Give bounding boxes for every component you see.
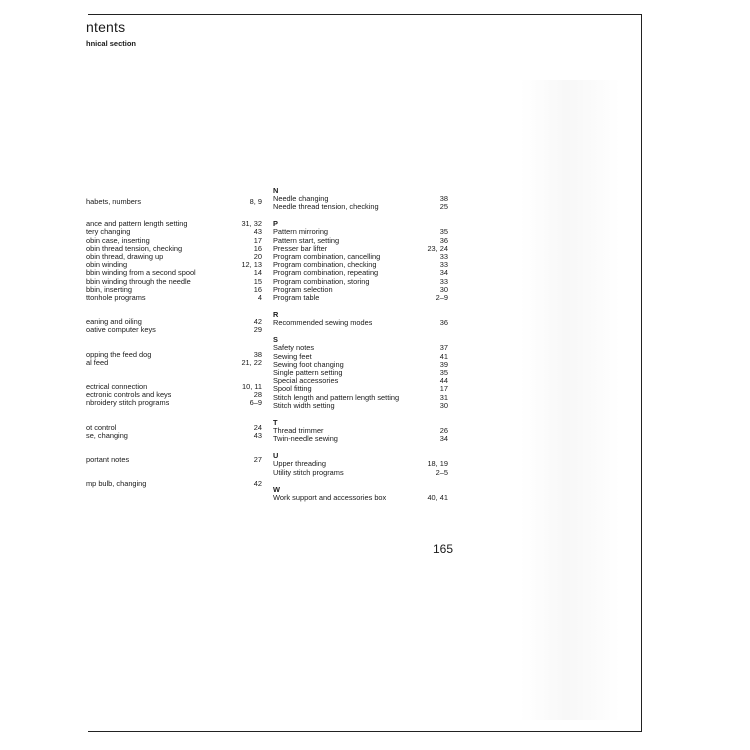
index-entry-topic: obin case, inserting (86, 236, 150, 245)
index-entry-topic: Spool fitting (273, 385, 312, 394)
index-entry-pages: 35 (439, 368, 448, 378)
index-entry-pages: 17 (253, 235, 262, 245)
index-entry-pages: 2–9 (435, 293, 448, 303)
index-group (86, 383, 262, 408)
index-entry (273, 237, 448, 245)
index-entry-topic: Single pattern setting (273, 369, 343, 378)
index-entry-topic: Utility stitch programs (273, 468, 344, 477)
index-entry-pages: 4 (257, 293, 262, 303)
index-entry-pages: 14 (253, 268, 262, 278)
index-entry-topic: Program combination, storing (273, 277, 370, 286)
index-entry-pages: 35 (439, 227, 448, 237)
index-entry-pages: 30 (439, 400, 448, 410)
index-entry-pages: 37 (439, 343, 448, 353)
index-entry (86, 220, 262, 228)
index-entry-pages: 33 (439, 252, 448, 262)
index-entry (86, 383, 262, 391)
index-entry-pages: 36 (439, 318, 448, 328)
index-entry-topic: Thread trimmer (273, 427, 324, 436)
page-number: 165 (433, 542, 454, 556)
index-entry (86, 399, 262, 407)
index-entry-pages: 20 (253, 252, 262, 262)
index-entry (273, 427, 448, 435)
index-entry-topic: Sewing feet (273, 352, 312, 361)
index-entry-pages: 40, 41 (427, 492, 448, 502)
index-entry-topic: tery changing (86, 228, 131, 237)
index-entry-topic: Sewing foot changing (273, 360, 344, 369)
index-entry-topic: bbin winding through the needle (86, 277, 191, 286)
index-entry-topic: ectronic controls and keys (86, 391, 172, 400)
index-entry-pages: 36 (439, 235, 448, 245)
index-group (273, 485, 448, 502)
index-entry (86, 269, 262, 277)
index-entry-pages: 6–9 (249, 398, 262, 408)
index-entry-topic: mp bulb, changing (86, 480, 147, 489)
index-entry (86, 286, 262, 294)
index-entry (86, 480, 262, 488)
index-entry (273, 195, 448, 203)
index-group (273, 451, 448, 476)
index-letter-heading: W (273, 484, 280, 494)
index-entry-pages: 24 (253, 422, 262, 432)
index-letter-heading: U (273, 451, 279, 461)
index-entry-pages: 21, 22 (241, 357, 262, 367)
index-entry-pages: 34 (439, 434, 448, 444)
index-entry (273, 253, 448, 261)
index-entry (86, 424, 262, 432)
index-entry-topic: Needle changing (273, 195, 329, 203)
index-entry (86, 351, 262, 359)
index-entry-topic: obin thread tension, checking (86, 244, 183, 253)
index-entry (86, 456, 262, 464)
index-entry-topic: ttonhole programs (86, 294, 146, 303)
index-group (273, 418, 448, 443)
index-entry-pages: 10, 11 (242, 382, 262, 392)
index-entry-topic: ectrical connection (86, 383, 148, 392)
index-entry-pages: 26 (439, 426, 448, 436)
index-entry-pages: 33 (439, 276, 448, 286)
index-entry-topic: Program combination, cancelling (273, 253, 381, 262)
index-entry-topic: Pattern mirroring (273, 228, 329, 237)
index-entry-pages: 12, 13 (241, 260, 262, 270)
index-entry-topic: nbroidery stitch programs (86, 399, 170, 408)
index-entry (86, 294, 262, 302)
index-group (86, 424, 262, 440)
index-entry-pages: 38 (439, 194, 448, 203)
index-entry-pages: 31, 32 (241, 219, 262, 229)
index-entry (273, 402, 448, 410)
index-entry (273, 228, 448, 236)
index-entry-topic: Upper threading (273, 460, 327, 469)
scan-shading (520, 80, 620, 720)
index-entry (273, 261, 448, 269)
index-entry-topic: Program table (273, 294, 320, 303)
index-column-left (86, 198, 262, 488)
index-entry-pages: 27 (253, 455, 262, 465)
index-entry-topic: Special accessories (273, 377, 339, 386)
index-entry-pages: 33 (439, 260, 448, 270)
index-entry (86, 198, 262, 206)
index-entry-pages: 8, 9 (249, 197, 262, 206)
index-entry (86, 261, 262, 269)
index-entry-pages: 43 (253, 227, 262, 237)
index-entry (86, 391, 262, 399)
index-entry-topic: bbin, inserting (86, 285, 133, 294)
index-entry-pages: 30 (439, 284, 448, 294)
index-entry (86, 228, 262, 236)
index-entry-pages: 34 (439, 268, 448, 278)
index-entry-topic: obin thread, drawing up (86, 253, 164, 262)
index-entry (273, 353, 448, 361)
index-group (86, 456, 262, 464)
index-entry-topic: Program selection (273, 285, 333, 294)
index-entry-pages: 16 (253, 243, 262, 253)
index-group (86, 198, 262, 206)
index-entry (273, 377, 448, 385)
index-entry-pages: 38 (253, 349, 262, 359)
index-entry (86, 237, 262, 245)
index-entry-pages: 31 (439, 392, 448, 402)
index-entry-topic: Safety notes (273, 344, 315, 353)
index-entry (273, 269, 448, 277)
index-entry-topic: bbin winding from a second spool (86, 269, 196, 278)
index-entry (273, 385, 448, 393)
index-entry-topic: obin winding (86, 261, 128, 270)
index-entry-topic: eaning and oiling (86, 318, 142, 327)
index-entry-topic: Presser bar lifter (273, 244, 328, 253)
index-group (273, 335, 448, 410)
index-entry (273, 460, 448, 468)
index-entry (86, 326, 262, 334)
index-entry (86, 245, 262, 253)
index-entry-topic: Needle thread tension, checking (273, 203, 379, 212)
index-entry (273, 435, 448, 443)
index-group (86, 318, 262, 334)
index-entry-topic: Stitch length and pattern length setting (273, 393, 400, 402)
index-entry-topic: opping the feed dog (86, 350, 152, 359)
index-entry (273, 344, 448, 352)
index-entry-pages: 15 (253, 276, 262, 286)
index-entry-pages: 18, 19 (427, 459, 448, 469)
index-entry-topic: Program combination, repeating (273, 269, 379, 278)
index-entry-topic: al feed (86, 358, 109, 367)
index-entry (273, 294, 448, 302)
section-subtitle: hnical section (86, 39, 137, 48)
index-entry (273, 494, 448, 502)
index-entry-pages: 29 (253, 325, 262, 335)
index-entry-topic: Stitch width setting (273, 401, 335, 410)
index-entry-pages: 28 (253, 390, 262, 400)
index-entry-topic: Work support and accessories box (273, 493, 387, 502)
index-entry-pages: 42 (253, 317, 262, 327)
index-entry-pages: 23, 24 (427, 243, 448, 253)
index-entry-pages: 42 (253, 479, 262, 489)
index-entry (273, 469, 448, 477)
index-entry (273, 319, 448, 327)
index-entry-topic: habets, numbers (86, 198, 142, 206)
index-column-right (273, 186, 448, 502)
index-entry-pages: 41 (439, 351, 448, 361)
index-entry (86, 318, 262, 326)
index-entry-topic: Program combination, checking (273, 261, 377, 270)
index-entry (273, 369, 448, 377)
index-entry-topic: ot control (86, 423, 117, 432)
index-entry-pages: 39 (439, 359, 448, 369)
index-entry (86, 253, 262, 261)
index-letter-heading: T (273, 418, 278, 428)
index-entry-topic: Pattern start, setting (273, 236, 340, 245)
index-entry (273, 361, 448, 369)
index-group (86, 351, 262, 367)
index-entry (273, 278, 448, 286)
index-entry (86, 432, 262, 440)
index-entry-topic: Twin-needle sewing (273, 435, 338, 444)
index-group (273, 219, 448, 302)
index-group (86, 220, 262, 302)
page-title: ntents (86, 19, 126, 35)
index-entry-topic: ance and pattern length setting (86, 220, 188, 229)
index-entry-pages: 16 (253, 284, 262, 294)
index-letter-heading: S (273, 335, 278, 345)
index-entry-pages: 43 (253, 430, 262, 440)
index-letter-heading: R (273, 310, 279, 320)
index-group (86, 480, 262, 488)
index-entry-pages: 17 (439, 384, 448, 394)
index-entry-pages: 44 (439, 376, 448, 386)
index-entry (273, 203, 448, 211)
index-entry-topic: portant notes (86, 456, 130, 465)
index-letter-heading: P (273, 219, 278, 229)
index-entry (86, 359, 262, 367)
index-entry-topic: Recommended sewing modes (273, 319, 373, 328)
index-entry (86, 278, 262, 286)
index-entry (273, 245, 448, 253)
index-entry (273, 394, 448, 402)
index-entry-pages: 2–5 (435, 467, 448, 477)
index-letter-heading: N (273, 186, 279, 195)
index-entry-topic: se, changing (86, 431, 128, 440)
index-entry-pages: 25 (439, 202, 448, 212)
index-group (273, 310, 448, 327)
index-entry (273, 286, 448, 294)
index-entry-topic: oative computer keys (86, 326, 156, 335)
index-group (273, 186, 448, 211)
